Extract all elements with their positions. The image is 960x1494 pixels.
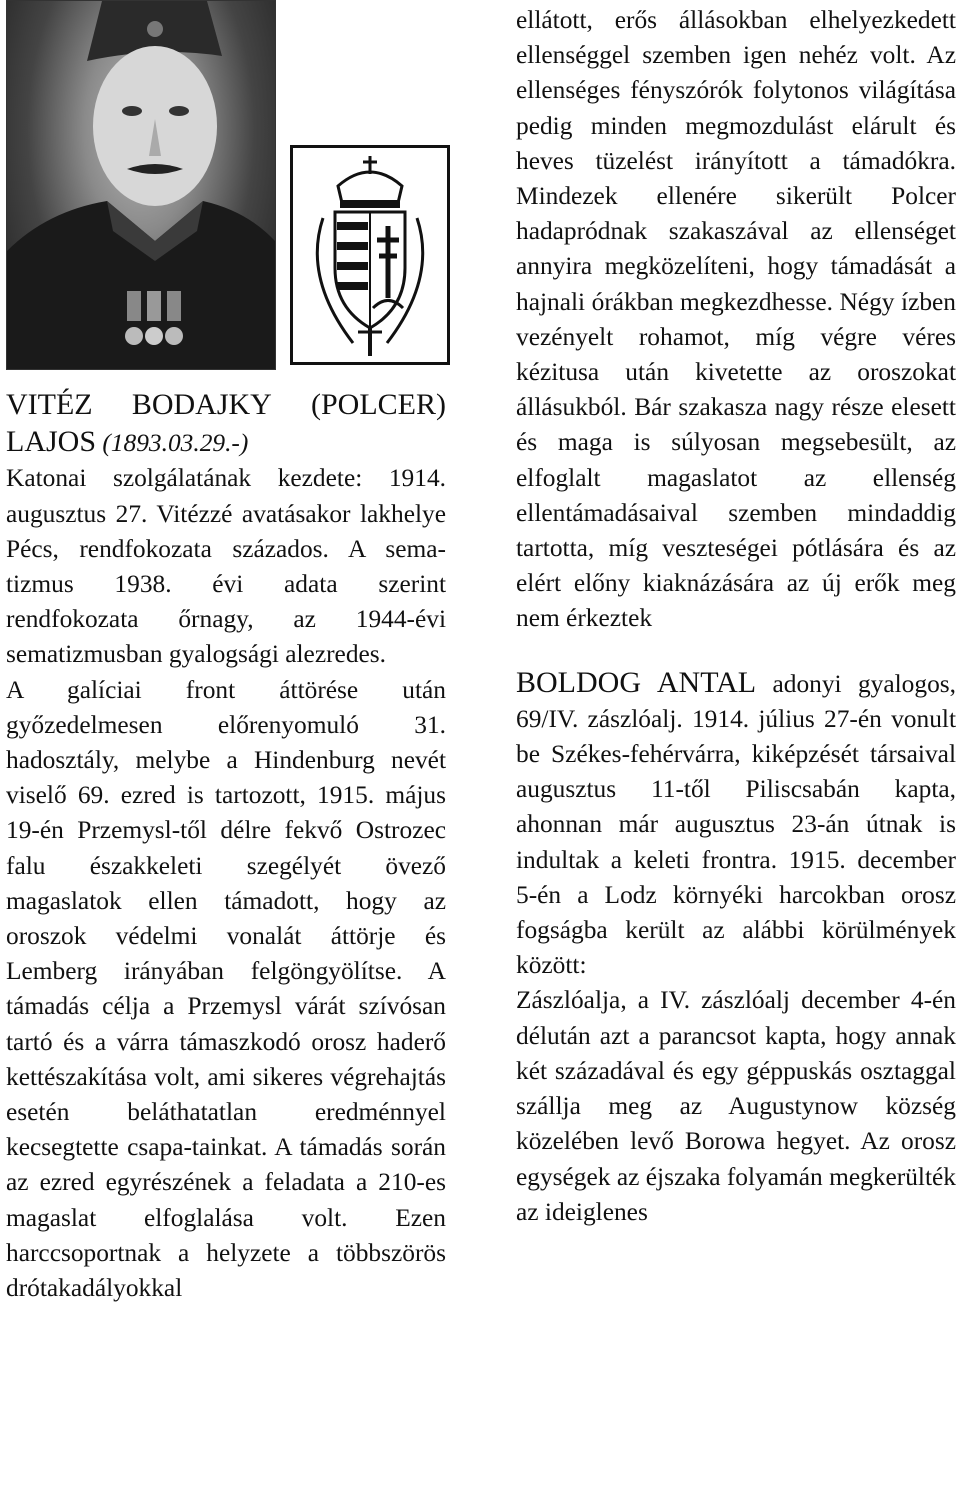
left-column (6, 387, 446, 1306)
heading-name: BODAJKY (131, 388, 272, 421)
capture-paragraph: Zászlóalja, a IV. zászlóalj december 4-én délután azt a parancsot kapta, hogy annak két századával és egy géppuskás osztaggal szállja meg az Augustynow község közelében levő Borowa hegyet. Az orosz egységek az éjszaka folyamán megkerülték az ideiglenes (516, 986, 956, 1226)
right-column (516, 3, 956, 1230)
entry-subheading (6, 424, 446, 461)
heading-alias: (POLCER) (311, 388, 446, 421)
heading-name-boldog: BOLDOG ANTAL (516, 665, 757, 699)
heading-dates: (1893.03.29.-) (102, 429, 249, 458)
boldog-entry-paragraph (516, 665, 956, 984)
continuation-paragraph: ellátott, erős állásokban elhelyezkedett ellenséggel szemben igen nehéz volt. Az ellenséges fényszórók folytonos világítása pedig minden megmozdulást elárult és heves tüzelést irányított a támadókra. Mindezek ellenére sikerült Polcer hadapródnak szakaszával az ellenséget annyira megközelíteni, hogy támadását a hajnali órákban megkezdhesse. Négy ízben vezényelt rohamot, míg végre véres kézitusa után kivetette az oroszokat állásukból. Bár szakasza nagy része elesett és maga is súlyosan megsebesült, az elfoglalt magaslatot az ellenség ellentámadásaival szemben mindaddig tartotta, míg veszteségei pótlására és az elért előny kiaknázására az új erők meg nem érkeztek (516, 6, 956, 633)
section-gap (516, 637, 956, 665)
boldog-entry-lead: adonyi gyalogos, 69/IV. zászlóalj. 1914. július 27-én vonult be Székes-fehérvárra, kiképzését társaival augusztus 11-től Piliscsabán kapta, ahonnan már augusztus 23-án útnak is indultak a keleti frontra. 1915. december 5-én a Lodz környéki harcokban orosz fogságba került az alábbi körülmények között: (516, 669, 956, 980)
heading-given-name: LAJOS (6, 425, 97, 459)
heading-rank: VITÉZ (6, 388, 93, 421)
battle-paragraph: A galíciai front áttörése után győzedelmesen előrenyomuló 31. hadosztály, melybe a Hindenburg nevét viselő 69. ezred is tartozott, 1915. május 19-én Przemysl-től délre fekvő Ostrozec falu északkeleti szegélyét övező magaslatok ellen támadott, hogy az oroszok védelmi vonalát áttörje és Lemberg irányában felgöngyölítse. A támadás célja a Przemysl várát szívósan tartó és a várra támaszkodó orosz haderő kettészakítása volt, ami sikeres végrehajtás esetén beláthatatlan eredménnyel kecsegtette csapa-tainkat. A támadás során az ezred egyrészének a feladata a 210-es magaslat elfoglalása volt. Ezen harccsoportnak a helyzete a többszörös drótakadályokkal (6, 675, 446, 1303)
entry-heading (6, 387, 446, 424)
service-paragraph: Katonai szolgálatának kezdete: 1914. augusztus 27. Vitézzé avatásakor lakhelye Pécs, rendfokozata százados. A sema-tizmus 1938. évi adata szerint rendfokozata őrnagy, az 1944-évi sematizmusban gyalogsági alezredes. (6, 464, 446, 669)
portrait-photo (6, 0, 276, 370)
hungarian-coat-of-arms-icon (290, 145, 450, 365)
